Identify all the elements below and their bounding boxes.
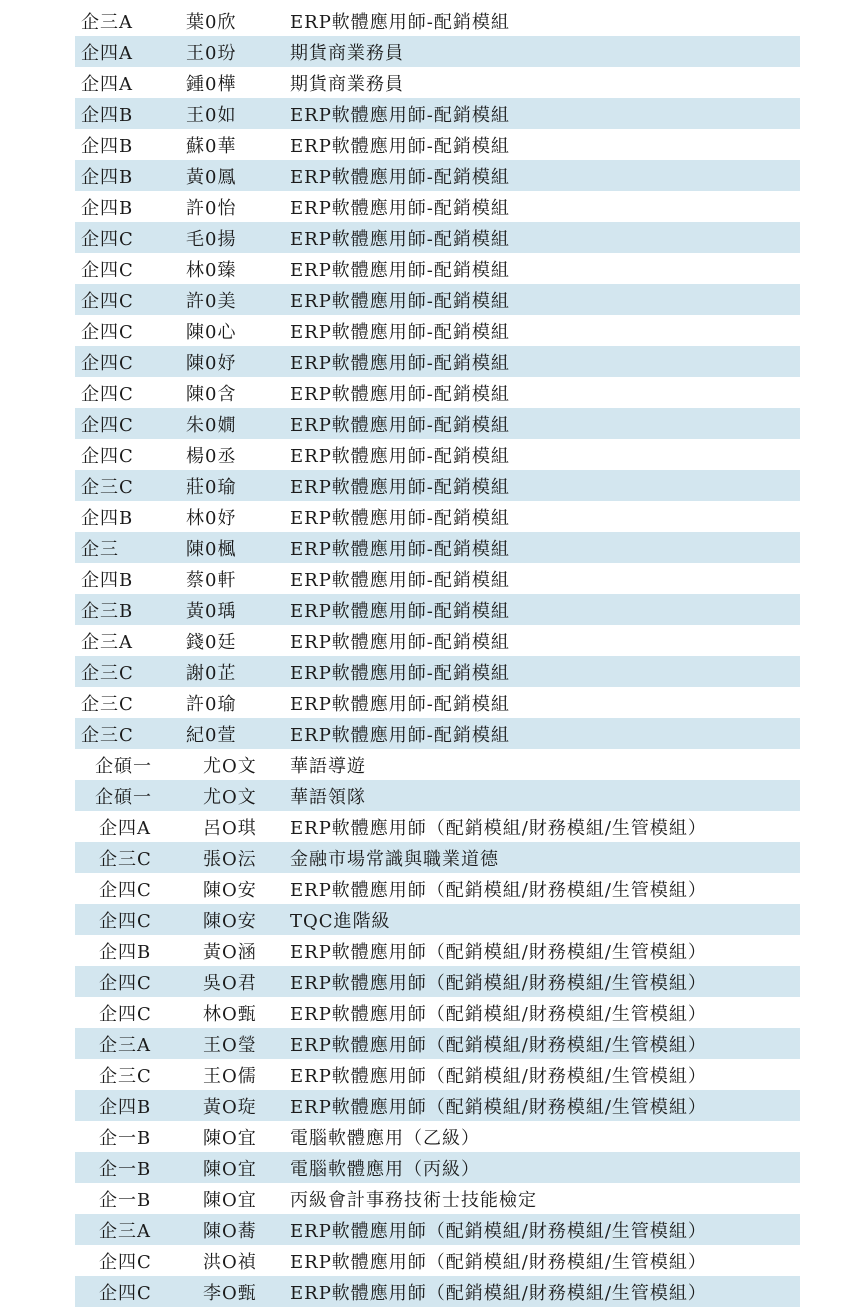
student-name-cell: 林0臻 [186,259,237,281]
class-cell: 企四B [99,941,152,963]
table-row [75,408,800,439]
student-name-cell: 蘇0華 [186,135,237,157]
student-name-cell: 尤O文 [203,755,257,777]
student-name-cell: 陳O安 [203,879,257,901]
student-name-cell: 王O瑩 [203,1034,257,1056]
class-cell: 企四C [81,383,134,405]
student-name-cell: 謝0芷 [186,662,237,684]
class-cell: 企四B [81,197,134,219]
student-name-cell: 王0玢 [186,42,237,64]
certificate-cell: ERP軟體應用師-配銷模組 [290,321,510,343]
class-cell: 企四C [99,1003,152,1025]
certificate-cell: ERP軟體應用師（配銷模組/財務模組/生管模組） [290,879,707,901]
table-row [75,501,800,532]
certificate-cell: ERP軟體應用師-配銷模組 [290,383,510,405]
class-cell: 企三C [81,693,134,715]
certificate-cell: ERP軟體應用師-配銷模組 [290,197,510,219]
class-cell: 企三A [99,1220,151,1242]
class-cell: 企四A [81,73,133,95]
class-cell: 企三A [81,11,133,33]
table-row [75,904,800,935]
certificate-cell: ERP軟體應用師-配銷模組 [290,507,510,529]
certificate-cell: 華語導遊 [290,755,366,777]
certificate-cell: ERP軟體應用師-配銷模組 [290,228,510,250]
certificate-cell: ERP軟體應用師-配銷模組 [290,724,510,746]
class-cell: 企四B [81,166,134,188]
table-row [75,1090,800,1121]
table-row [75,67,800,98]
class-cell: 企四C [81,352,134,374]
student-name-cell: 陳O宜 [203,1189,257,1211]
student-name-cell: 黃0鳳 [186,166,237,188]
class-cell: 企碩一 [95,755,152,777]
table-row [75,222,800,253]
certificate-cell: ERP軟體應用師-配銷模組 [290,538,510,560]
table-row [75,656,800,687]
class-cell: 企三C [81,662,134,684]
student-name-cell: 陳0心 [186,321,237,343]
certificate-cell: ERP軟體應用師（配銷模組/財務模組/生管模組） [290,1096,707,1118]
certificate-cell: 金融市場常識與職業道德 [290,848,499,870]
class-cell: 企三C [81,476,134,498]
table-row [75,811,800,842]
table-row [75,997,800,1028]
table-row [75,1276,800,1307]
certificate-cell: ERP軟體應用師（配銷模組/財務模組/生管模組） [290,1251,707,1273]
class-cell: 企四C [81,259,134,281]
certificate-cell: 電腦軟體應用（丙級） [290,1158,480,1180]
student-name-cell: 陳O蕎 [203,1220,257,1242]
student-name-cell: 林0妤 [186,507,237,529]
certificate-cell: ERP軟體應用師（配銷模組/財務模組/生管模組） [290,941,707,963]
student-name-cell: 許0怡 [186,197,237,219]
class-cell: 企四B [81,135,134,157]
class-cell: 企四B [81,507,134,529]
table-row [75,5,800,36]
certificate-cell: ERP軟體應用師-配銷模組 [290,290,510,312]
certificate-cell: ERP軟體應用師-配銷模組 [290,445,510,467]
student-name-cell: 王O儒 [203,1065,257,1087]
student-name-cell: 毛0揚 [186,228,237,250]
student-name-cell: 林O甄 [203,1003,257,1025]
table-row [75,284,800,315]
certificate-cell: ERP軟體應用師-配銷模組 [290,600,510,622]
student-name-cell: 錢0廷 [186,631,237,653]
class-cell: 企三C [81,724,134,746]
table-row [75,873,800,904]
student-name-cell: 陳O宜 [203,1158,257,1180]
table-row [75,563,800,594]
student-name-cell: 楊0丞 [186,445,237,467]
student-name-cell: 陳0妤 [186,352,237,374]
table-row [75,749,800,780]
certificate-cell: ERP軟體應用師（配銷模組/財務模組/生管模組） [290,1003,707,1025]
table-row [75,718,800,749]
student-name-cell: 王0如 [186,104,237,126]
table-row [75,1152,800,1183]
class-cell: 企一B [99,1127,152,1149]
table-row [75,532,800,563]
class-cell: 企四A [81,42,133,64]
class-cell: 企一B [99,1158,152,1180]
table-row [75,439,800,470]
table-row [75,966,800,997]
table-row [75,1059,800,1090]
certificate-cell: 期貨商業務員 [290,73,404,95]
table-row [75,377,800,408]
table-row [75,1214,800,1245]
table-row [75,1028,800,1059]
table-row [75,470,800,501]
student-name-cell: 陳0含 [186,383,237,405]
class-cell: 企四B [81,569,134,591]
student-name-cell: 李O甄 [203,1282,257,1304]
student-name-cell: 黃O涵 [203,941,257,963]
table-row [75,780,800,811]
class-cell: 企三A [99,1034,151,1056]
student-name-cell: 陳0楓 [186,538,237,560]
certificate-cell: ERP軟體應用師（配銷模組/財務模組/生管模組） [290,817,707,839]
student-name-cell: 蔡0軒 [186,569,237,591]
student-name-cell: 張O沄 [203,848,257,870]
class-cell: 企四C [81,445,134,467]
table-row [75,842,800,873]
certificate-cell: ERP軟體應用師-配銷模組 [290,352,510,374]
student-name-cell: 尤O文 [203,786,257,808]
certificate-cell: 丙級會計事務技術士技能檢定 [290,1189,537,1211]
table-row [75,346,800,377]
table-row [75,315,800,346]
table-row [75,1245,800,1276]
student-name-cell: 莊0瑜 [186,476,237,498]
certificate-cell: ERP軟體應用師-配銷模組 [290,569,510,591]
student-name-cell: 葉0欣 [186,11,237,33]
certificate-cell: ERP軟體應用師（配銷模組/財務模組/生管模組） [290,1034,707,1056]
table-row [75,594,800,625]
class-cell: 企一B [99,1189,152,1211]
table-row [75,191,800,222]
certificate-cell: ERP軟體應用師-配銷模組 [290,135,510,157]
certificate-cell: TQC進階級 [290,910,391,932]
class-cell: 企四C [99,1251,152,1273]
certificate-cell: ERP軟體應用師（配銷模組/財務模組/生管模組） [290,1220,707,1242]
class-cell: 企三C [99,848,152,870]
certificate-cell: ERP軟體應用師-配銷模組 [290,476,510,498]
table-row [75,98,800,129]
certificate-cell: 華語領隊 [290,786,366,808]
table-row [75,935,800,966]
table-row [75,36,800,67]
table-row [75,1121,800,1152]
student-name-cell: 紀0萱 [186,724,237,746]
certificate-cell: ERP軟體應用師-配銷模組 [290,259,510,281]
certificate-cell: ERP軟體應用師-配銷模組 [290,631,510,653]
student-name-cell: 鍾0樺 [186,73,237,95]
certificate-cell: ERP軟體應用師（配銷模組/財務模組/生管模組） [290,1065,707,1087]
class-cell: 企四C [81,228,134,250]
certificate-cell: ERP軟體應用師-配銷模組 [290,104,510,126]
certificate-cell: ERP軟體應用師-配銷模組 [290,166,510,188]
table-row [75,129,800,160]
certificate-cell: 電腦軟體應用（乙級） [290,1127,480,1149]
certificate-cell: ERP軟體應用師-配銷模組 [290,414,510,436]
student-name-cell: 黃0瑀 [186,600,237,622]
table-row [75,625,800,656]
class-cell: 企四A [99,817,151,839]
certificate-cell: ERP軟體應用師-配銷模組 [290,693,510,715]
class-cell: 企四C [99,972,152,994]
student-name-cell: 吳O君 [203,972,257,994]
certificate-cell: 期貨商業務員 [290,42,404,64]
class-cell: 企四C [99,1282,152,1304]
certification-table [75,5,800,1307]
class-cell: 企三A [81,631,133,653]
class-cell: 企碩一 [95,786,152,808]
student-name-cell: 陳O安 [203,910,257,932]
student-name-cell: 洪O禎 [203,1251,257,1273]
student-name-cell: 許0美 [186,290,237,312]
table-row [75,253,800,284]
table-row [75,1183,800,1214]
table-row [75,160,800,191]
student-name-cell: 朱0嫺 [186,414,237,436]
class-cell: 企四B [81,104,134,126]
certificate-cell: ERP軟體應用師（配銷模組/財務模組/生管模組） [290,972,707,994]
class-cell: 企四C [81,290,134,312]
class-cell: 企三C [99,1065,152,1087]
class-cell: 企四C [99,879,152,901]
certificate-cell: ERP軟體應用師（配銷模組/財務模組/生管模組） [290,1282,707,1304]
class-cell: 企四B [99,1096,152,1118]
class-cell: 企四C [81,414,134,436]
class-cell: 企三 [81,538,119,560]
student-name-cell: 陳O宜 [203,1127,257,1149]
student-name-cell: 黃O琁 [203,1096,257,1118]
student-name-cell: 呂O琪 [203,817,257,839]
table-row [75,687,800,718]
certificate-cell: ERP軟體應用師-配銷模組 [290,11,510,33]
class-cell: 企四C [81,321,134,343]
student-name-cell: 許0瑜 [186,693,237,715]
class-cell: 企四C [99,910,152,932]
class-cell: 企三B [81,600,134,622]
certificate-cell: ERP軟體應用師-配銷模組 [290,662,510,684]
